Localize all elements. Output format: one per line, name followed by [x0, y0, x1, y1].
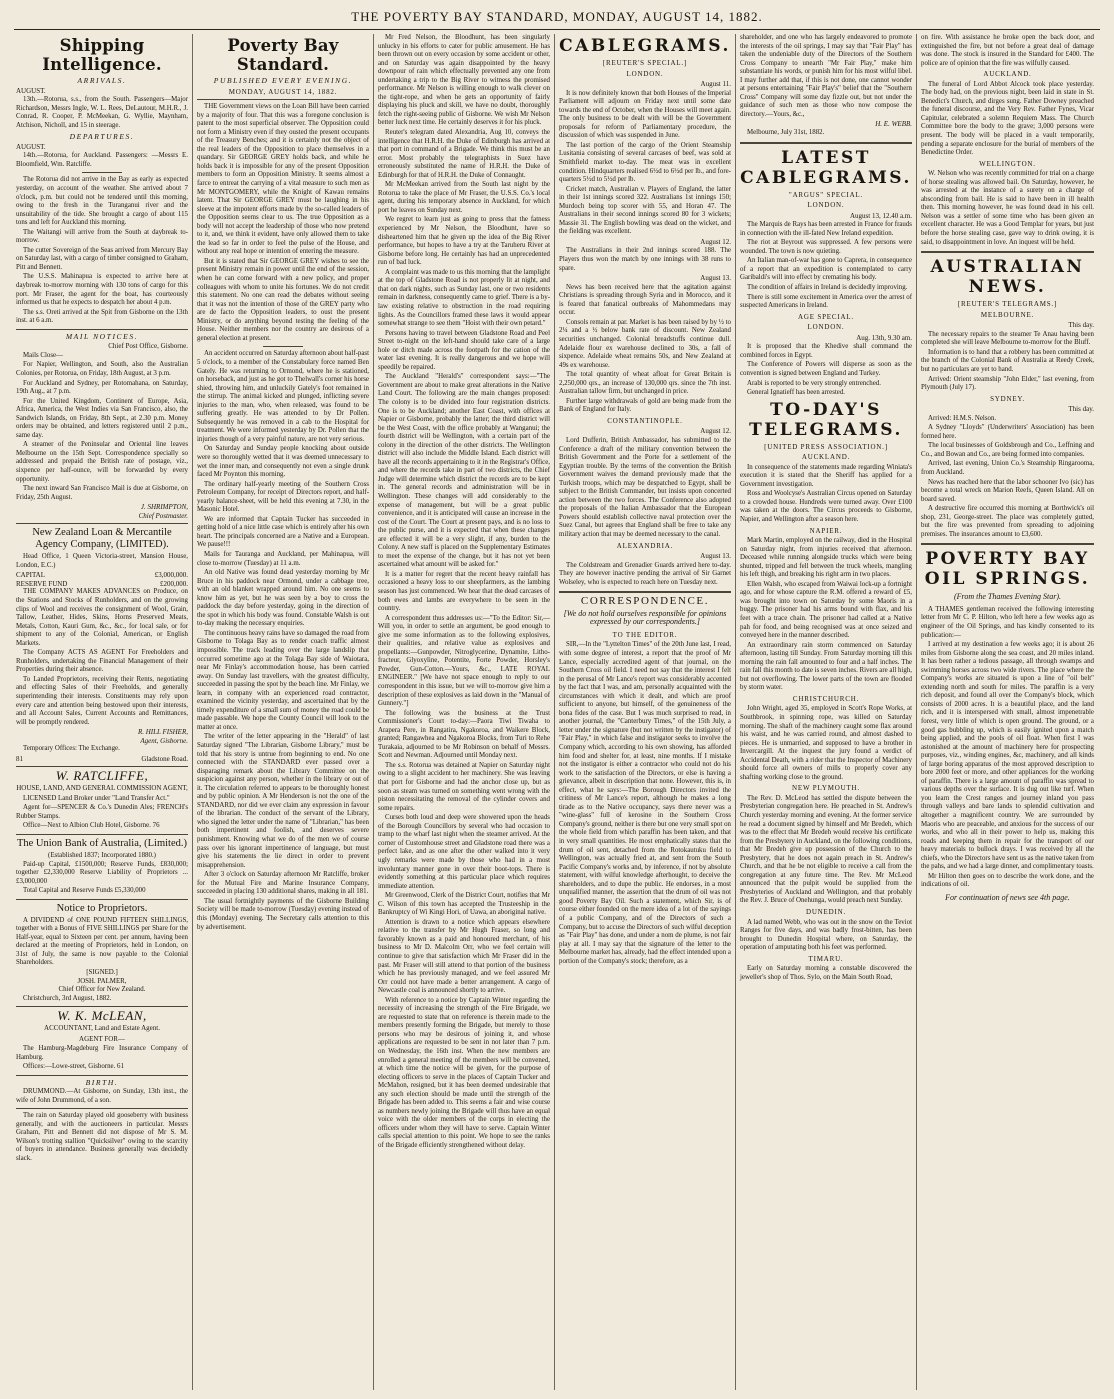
- centered-line: JOSH. PALMER,: [77, 977, 127, 985]
- paragraph: DRUMMOND.—At Gisborne, on Sunday, 13th inst., the wife of John Drummond, of a son.: [16, 1088, 188, 1104]
- column-6: [917, 34, 1098, 1390]
- section-banner: TO-DAY'S TELEGRAMS.: [749, 399, 903, 440]
- paragraph: The writer of the letter appearing in the "Herald" of last Saturday signed "The Librarian, Gisborne Library," must be told that his story is untrue from beginning to end. No one connected with the STANDARD ever passed over a disparaging remark about the Library Committee on the suspicion against any person, whether in the library or out of it. The circulation referred to appears to be thoroughly honest and by public opinion. A Mr Henderson is not the one of the STANDARD, nor did we ever claim any expression in favour of the librarian. The conduct of the servant of the Library, who signed the letter under the name of "Librarian," has been both impertinent and foolish, and deserves severe punishment. Knowing what we do of the men we of course pass over his ignorant impertinence of language, but must give his statements the lie direct in order to prevent misapprehension.: [197, 733, 369, 869]
- editorial-note: [We do not hold ourselves responsible for opinions expressed by our correspondents.]: [563, 608, 727, 627]
- paragraph: Arrived, last evening, Union Co.'s Steamship Ringarooma, from Auckland.: [921, 460, 1094, 476]
- paragraph: A steamer of the Peninsular and Oriental line leaves Melbourne on the 15th Sept. Correspondence specially so addressed and prepaid the British rate of postage, viz., sixpence per half-ounce, will be forwarded by every opportunity.: [16, 441, 188, 483]
- dateline: August 13, 12.40 a.m.: [849, 211, 912, 220]
- paragraph: It is proposed that the Khedive shall command the combined forces in Egypt.: [740, 343, 912, 359]
- column-3: [374, 34, 555, 1390]
- section-banner: AUSTRALIAN NEWS.: [930, 257, 1085, 298]
- divider: [16, 1006, 188, 1007]
- paragraph: The total quantity of wheat afloat for Great Britain is 2,250,000 qrs., an increase of 130,000 qrs. since the 7th inst. Australian tallow firm, but unchanged in price.: [559, 371, 731, 396]
- paragraph: After 3 o'clock on Saturday afternoon Mr Ratcliffe, broker for the Mutual Fire and Marine Insurance Company, succeeded in placing 130 additional shares, making in all 181.: [197, 871, 369, 896]
- centered-line: Chief Officer for New Zealand.: [58, 986, 146, 994]
- continuation-note: For continuation of news see 4th page.: [945, 892, 1070, 902]
- paragraph: An extraordinary rain storm commenced on Saturday afternoon, lasting till Sunday. From Saturday morning till this morning the rain fall amounted to four and a half inches. The rain fall this month to date is seven inches. Rivers are all high, but not overflowing. The lower parts of the town are flooded by storm water.: [740, 641, 912, 692]
- paragraph: THE COMPANY MAKES ADVANCES on Produce, on the Stations and Stocks of Runholders, and on the growing clips of Wool and receives the consignment of Wool, Grain, Tallow, Leather, Hides, Skins, Horns Preserved Meats, Metals, Cotton, Kauri Gum, &c., &c., for local sale, or for shipment to any of the Colonial, American, or English Markets.: [16, 588, 188, 647]
- paragraph: The condition of affairs in Ireland is decidedly improving.: [747, 284, 908, 292]
- section-masthead: Poverty Bay Standard.: [227, 36, 339, 74]
- section-masthead: Shipping Intelligence.: [42, 36, 162, 74]
- paragraph: Total Capital and Reserve Funds £5,330,000: [23, 887, 146, 895]
- paragraph: But it is stated that Sir GEORGE GREY wishes to see the present Ministry remain in power until the end of the session, when he can come forward with a new policy, and proper colleagues with whom to unite his fortunes. We do not credit this statement. No one can read the debates without seeing that it was not the intention of those of the GREY party who are de facto the Opposition leaders, to oust the present Ministry, or do anything beyond testing the feeling of the House. Neither members nor the country are desirous of a general election at present.: [197, 257, 369, 342]
- dateline: August 12.: [700, 237, 731, 246]
- centered-line: [SIGNED.]: [86, 968, 118, 976]
- paragraph: Offices:—Lowe-street, Gisborne. 61: [23, 1063, 124, 1071]
- paragraph: The riot at Beyrout was suppressed. A few persons were wounded. The town is now quieting.: [740, 239, 912, 255]
- paragraph: An old Native was found dead yesterday morning by Mr Bruce in his paddock near Ormond, under a cabbage tree, with an old blanket wrapped around him. No one seems to know him as yet, but he was seen by a boy to cross the paddock the day before yesterday, going in the direction of the spot in which his body was found. Constable Walsh is out to-day making the necessary enquiries.: [197, 569, 369, 628]
- figure-value: Gladstone Road.: [141, 754, 188, 763]
- paragraph: A lad named Webb, who was out in the snow on the Teviot Ranges for five days, and was badly frost-bitten, has been brought to Dunedin Hospital where, on Saturday, the operation of amputating both his feet was performed.: [740, 918, 912, 952]
- advertisement-title: W. RATCLIFFE,: [55, 768, 149, 784]
- paragraph: The Rotorua did not arrive in the Bay as early as expected yesterday, on account of the weather. She arrived about 7 o'clock, p.m. but could not be tendered until this morning, owing to the fresh in the Turanganui river and the unsuitability of the tide. She brought a cargo of about 115 tons and left for Auckland this morning.: [16, 176, 188, 227]
- advertisement-subtitle: HOUSE, LAND, AND GENERAL COMMISSION AGENT,: [16, 784, 188, 793]
- divider: [197, 99, 369, 100]
- paragraph: The s.s. Rotorua was detained at Napier on Saturday night owing to a slight accident to her machinery. She was leaving that port for Gisborne and had the anchor close up, but as soon as steam was turned on something went wrong with the piston necessitating the removal of the cylinder covers and some repairs.: [378, 761, 550, 812]
- divider: [921, 543, 1094, 545]
- dateline-heading: [REUTER'S TELEGRAMS.]: [957, 300, 1058, 309]
- advertisement-subtitle: AGENT FOR—: [79, 1034, 125, 1043]
- paragraph: For the United Kingdom, Continent of Europe, Asia, Africa, America, the West Indies via San Francisco, also, the Sandwich Islands, on Friday, 8th Sept., at 2.30 p.m. Money orders may be obtained, and letters registered until 2 p.m., same day.: [16, 397, 188, 439]
- figure-line: [16, 755, 188, 764]
- divider: [16, 834, 188, 835]
- section-heading: CORRESPONDENCE.: [580, 595, 710, 608]
- section-banner: LATEST CABLEGRAMS.: [740, 147, 912, 188]
- dateline-heading: [UNITED PRESS ASSOCIATION.]: [764, 442, 888, 451]
- paragraph: Arabi is reported to be very strongly entrenched.: [747, 379, 881, 387]
- paragraph: A destructive fire occurred this morning at Borthwick's oil shop, 231, George-street. The place was completely gutted, but the fire was prevented from spreading to adjoining premises. The insurances amount to £3,600.: [921, 505, 1094, 538]
- paragraph: The Hamburg-Magdeburg Fire Insurance Company of Hamburg.: [16, 1044, 188, 1061]
- dateline-heading: AUCKLAND.: [801, 453, 851, 462]
- paragraph: The last portion of the cargo of the Orient Steamship Lusitania consisting of several carcases of beef, was sold at Smithfield market to-day. The meat was in excellent condition. Hindquarters realised 6½d to 6½d per lb., and fore-quarters 5½d to 5½d per lb.: [559, 141, 731, 184]
- masthead: [0, 0, 1114, 30]
- divider: [16, 899, 188, 900]
- section-banner: POVERTY BAY OIL SPRINGS.: [924, 549, 1091, 590]
- divider: [16, 1075, 188, 1076]
- divider: [16, 523, 188, 524]
- dateline-heading: AGE SPECIAL.: [798, 312, 854, 321]
- paragraph: The funeral of Lord Abbot Alcock took place yesterday. The body had, on the previous night, been laid in state in St. Benedict's Church, and dirges sung. Father Downey preached the funeral discourse, and the Very Rev. Father Fynes, Vicar Capitular, celebrated a solemn Requiem Mass. The Church Committee bore the body to the grave; 3,000 persons were present. The body will be placed in a vault temporarily, pending a separate enclosure for the burial of members of the Benedictine Order.: [921, 80, 1094, 157]
- paragraph: Further large withdrawals of gold are being made from the Bank of England for Italy.: [559, 397, 731, 414]
- paragraph: The next inward San Francisco Mail is due at Gisborne, on Friday, 25th August.: [16, 485, 188, 501]
- advertisement-title: The Union Bank of Australia, (Limited.): [16, 837, 187, 849]
- paragraph: Mails for Tauranga and Auckland, per Mahinapua, will close to-morrow (Tuesday) at 11 a.m.: [197, 550, 369, 567]
- paragraph: LICENSED Land Broker under "Land Transfer Act.": [23, 794, 170, 802]
- masthead-text: THE POVERTY BAY STANDARD, MONDAY, AUGUST 14, 1882.: [351, 9, 763, 24]
- signature: R. HILL FISHER,: [137, 728, 188, 737]
- paragraph: We are informed that Captain Tucker has succeeded in getting hold of a nice little case which is entirely after his own heart. The principals concerned are a Native and a European. We pause!!!: [197, 515, 369, 549]
- masthead-rule: [14, 29, 1100, 30]
- paragraph: The usual fortnightly payments of the Gisborne Building Society will be made to-morrow (Tuesday) evening instead of this (Monday) evening. The Secretary calls attention to this by advertisement.: [197, 897, 369, 931]
- paragraph: The necessary repairs to the steamer Te Anau having been completed she will leave Melbourne to-morrow for the Bluff.: [921, 330, 1094, 347]
- paragraph: A complaint was made to us this morning that the lamplight at the top of Gladstone Road is not properly lit at night, and that on dark nights, such as Sunday last, one or two residents remain in darkness, consequently came to grief. There is a by-law existing relative to obstruction in the road requiring lights. As the Councillors framed these laws it would appear somewhat strange to see them "Hoist with their own petard.": [378, 268, 550, 328]
- paragraph: SIR,—In the "Lyttelton Times" of the 20th June last, I read, with some degree of interest, a report that the proof of Mr Lance, especially accredited agent of that journal, on the Southern Cross oil field. I need not say that the interest I felt in the perusal of Mr Lance's report was considerably accented by the fact that I was, and am, personally acquainted with the circumstances with which it dealt, and which are proof sufficient to anyone, but himself, of the genuineness of the bona fides of the case. But I was much surprised to read, in another journal, the "Canterbury Times," of the 15th July, a letter under the signature (but not written by the instigator) of "Fair Play," in which false and instigator seeks to involve the Company which, according to his own showing, has afforded him food and shelter for, at least, nine months. If I mistake not the instigator is either a contractor who could not do his work to the satisfaction of the Directors, or else is having a grievance, albeit in description that none. However, this is, in effect, what he says:—The Borough Directors invited the critiness of Mr Lance's report, although he makes a long tirade as to the Native occupancy, says there never was a "wine-glass" full of kerosine in the Southern Cross Company's ground, neither is there but one very small spot on the whole field from which paraffin has been taken, and that in very small quantities. He most emphatically states that the drum of oil sent, detached from the Rotokautuku field to Wellington, was actually fried at, and sent from the South Pacific Company's works and, by inference, if not by absolute statement, with wilful knowledge afterhought, to deceive the shareholders, and to dupe the public. He endorses, in a most unqualified manner, the assertion that the drum of oil was not good Poverty Bay Oil. Such a statement, which Sir, is of course either founded on the mere idea of a lot of the sayings of a public Company, and of the Directors of such a Company, but to accuse the Directors of such wilful deception as "Fair Play" has done, and under a nom de plume, is not fair play at all. I may say that the signature of the letter to the Melbourne market has, already, had the effect intended upon a portion of the Company's stock; therefore, as a: [559, 641, 731, 965]
- paragraph: Attention is drawn to a notice which appears elsewhere relative to the transfer by Mr Hugh Fraser, so long and favorably known as a paid and honoured merchant, of his business to Mr D. Malcolm Orr, who we feel certain will continue to give that satisfaction which Mr Fraser did in the past. Mr Fraser will still attend to that portion of the business which he has previously managed, and we feel assured Mr Orr could not have made a better arrangement. A cargo of Newcastle coal is announced shortly to arrive.: [378, 918, 550, 995]
- figure-label: RESERVE FUND: [16, 579, 68, 588]
- paragraph: Lord Dufferin, British Ambassador, has submitted to the Conference a draft of the military convention between the British Government and the Porte for a settlement of the Egyptian trouble. By the terms of the convention the British Government waives the demand previously made that the Turkish troops, which may be despatched to Egypt, shall be subject to the British Commander, but insists upon concerted action between the two forces. The Conference also adopted the proposals of the Italian Ambassador that the European Powers should establish collective naval protection over the Suez Canal, but agrees that England shall be free to take any military action that may be deemed necessary to the canal.: [559, 436, 731, 538]
- paragraph: I arrived at my destination a few weeks ago; it is about 26 miles from Gisborne along the sea coast, and 20 miles inland. It has been rather a tedious passage, all through swamps and swimming horses across two wide rivers. The place where the Company's works are situated is upon a line of "oil belt" extending north and south for miles. The paraffin is a very rich deposit, and found all over the Company's block, which consists of 2000 acres. It is a beautiful place, and the land rich, and it is interspersed with small, almost impenetrable forest, very little of which is open ground. The ground, or a good gas bubbling up, which is easily ignited upon a match being applied, and the pools of oil float. When first I was astonished at the amount of machinery here for prospecting purposes, viz., winding engines, &c, machinery, and all kinds of large boring apparatus of the most approved description to bore 2000 feet or more, and other appliances for the working of paraffin. There is a large amount of paraffin was spread to various depths over the surface. It is dug out like turf. When you learn the Crest ranges and journey inland you pass through valleys and bare lands to splendid cultivation and altogether a magnificent country. We are surrounded by Maoris who are peaceable, and anxious for the success of our works, and who all in their power to help us, making this roads and keeping them in repair for the transport of our heavy materials to bullock drays. I was received by all the chiefs, who the Directors have sent us as the native taken from the pahs, and we had a large dinner, and complimentary toasts.: [921, 641, 1094, 871]
- paragraph: shareholder, and one who has largely endeavored to promote the interests of the oil springs, I may say that "Fair Play" has taken the undeniable duty of the Directors of the Southern Cross Company to unearth "Mr Fair Play," make him substantiate his words, or punish him for his most wilful libel. I may further add that, if this is not done, one cannot wonder at persons entertaining "Fair Play's" belief that the "Southern Cross" Company will some day fizzle out, but not under the guidance of such men as those who now compose the directory.—Yours, &c.,: [740, 34, 912, 118]
- paragraph: Temporary Offices: The Exchange.: [23, 745, 120, 753]
- paragraph: Office—Next to Albion Club Hotel, Gisborne. 76: [23, 822, 160, 830]
- paragraph: Ross and Woolcyse's Australian Circus opened on Saturday to a crowded house. Hundreds were turned away. Over £100 was taken at the doors. The Circus proceeds to Gisborne, Napier, and Wellington after a season here.: [740, 490, 912, 523]
- dateline: August 12.: [700, 427, 731, 436]
- paragraph: The cutter Sovereign of the Seas arrived from Mercury Bay on Saturday last, with a cargo of timber consigned to Graham, Pitt and Bennett.: [16, 246, 188, 271]
- dateline: August 13.: [700, 552, 731, 561]
- subheading: MAIL NOTICES.: [65, 331, 139, 341]
- figure-line: [16, 571, 188, 580]
- paragraph: A DIVIDEND of ONE POUND FIFTEEN SHILLINGS, together with a Bonus of FIVE SHILLINGS per Share for the Half-year, equal to Sixteen per cent. per annum, having been declared at the meeting of Proprietors, held in London, on 31st of July, the same is now payable to the Colonial Shareholders.: [16, 916, 188, 967]
- paragraph: For Auckland and Sydney, per Rotomahana, on Saturday, 19th Aug., at 7 p.m.: [16, 379, 188, 396]
- paragraph: The local businesses of Goldsbrough and Co., Leffning and Co., and Bowan and Co., are being formed into companies.: [921, 442, 1094, 458]
- divider: [16, 766, 188, 767]
- signature: J. SHRIMPTON,: [140, 503, 188, 512]
- dateline-heading: AUCKLAND.: [983, 70, 1032, 79]
- paragraph: The rain on Saturday played old gooseberry with business generally, and with the auctioneers in particular. Messrs Graham, Pitt and Bennett did not dispose of Mr S. M. Wilson's trotting stallion "Quicksilver" owing to the scarcity of buyers in attendance. Business generally was decidedly slack.: [16, 1112, 188, 1162]
- advertisement-title: New Zealand Loan & Mercantile Agency Company, (LIMITED).: [32, 527, 172, 551]
- paragraph: General Ignatieff has been arrested.: [747, 389, 846, 397]
- paragraph: With reference to a notice by Captain Winter regarding the necessity of increasing the strength of the Fire Brigade, we are requested to state that on reference is therein made to the members presently forming the Brigade, but merely to those persons who may be desirous of joining it, and whose applications are requested to be sent in not later than 7 p.m. on Wednesday, the 16th inst. When the new members are enrolled a general meeting of the members will be convened, at which time the notice will be given, for the purpose of electing officers to serve in the places of Captain Tucker and McMahon, resigned, but it has been deemed undesirable that any such election should be made until the strength of the Brigade has been added to. This seems a fair and wise course as numbers newly joining the Brigade will thus have an equal voice with the older members of the corps in electing the officers under whom they will have to serve. Captain Winter calls special attention to this point. We hope to see the ranks of the Brigade efficiently strengthened without delay.: [378, 996, 550, 1149]
- divider: [921, 251, 1094, 253]
- paragraph: The s.s. Oreti arrived at the Spit from Gisborne on the 13th inst. at 6 a.m.: [16, 308, 188, 325]
- divider: [263, 346, 303, 347]
- figure-label: 81: [16, 754, 23, 763]
- paragraph: Mr McMeekan arrived from the South last night by the Rotorua to take the place of Mr Fraser, the U.S.S. Co.'s local agent, during his temporary absence in Auckland, for which port he leaves on Sunday next.: [378, 181, 550, 214]
- paragraph: Curses both loud and deep were showered upon the heads of the Borough Councillors by several who had occasion to tramp to the wharf last night when the steamer arrived. At the corner of Customhouse street and Gladstone road there was a perfect lake, and as one after the other walked into it very ugly remarks were made by those who had in a most involuntary manner gone in over their boot-tops. There is evidently something at this particular place which requires immediate attention.: [378, 814, 550, 890]
- dateline-heading: NEW PLYMOUTH.: [792, 784, 860, 793]
- paragraph: Mr Greenwood, Clerk of the District Court, notifies that Mr C. Wilson of this town has accepted the Trusteeship in the Bankruptcy of Wi Kingi Hori, of Uawa, an aboriginal native.: [378, 892, 550, 917]
- paragraph: In consequence of the statements made regarding Winiata's execution it is stated that the Sheriff has applied for a Government investigation.: [740, 463, 912, 488]
- paragraph: News has reached here that the labor schooner Ivo (sic) has become a total wreck on Marion Reefs, Queen Island. All on board saved.: [921, 478, 1094, 503]
- paragraph: There is still some excitement in America over the arrest of suspected Americans in Ireland.: [740, 293, 912, 310]
- centered-line: (Established 1837; Incorporated 1880.): [48, 851, 156, 859]
- paragraph: Early on Saturday morning a constable discovered the jeweller's shop of Thos. Sylo, on the Main South Road,: [740, 965, 912, 981]
- figure-value: £3,000,000.: [154, 571, 188, 580]
- paragraph: Ellen Walsh, who escaped from Waiwai lock-up a fortnight ago, and for whose capture the R.M. offered a reward of £5, was brought into town on Saturday by some Maoris in a buggy. The prisoner had his arms bound with flax, and his feet with a trace chain. The prisoner had called at a Native pah for food, and being recognised was at once seized and conveyed here in the manner described.: [740, 580, 912, 640]
- column-4: [555, 34, 736, 1390]
- paragraph: The Waitangi will arrive from the South at daybreak to-morrow.: [16, 228, 188, 245]
- dateline-heading: LONDON.: [626, 69, 664, 78]
- paragraph: It is a matter for regret that the recent heavy rainfall has occasioned a heavy loss to our sheepfarmers, as the lambing season has just commenced. We hear that the dead carcases of both ewes and lambs are everywhere to be seen in the country.: [378, 570, 550, 613]
- divider: [559, 591, 731, 593]
- paragraph: The Australians in their 2nd innings scored 188. The Players thus won the match by one innings with 38 runs to spare.: [559, 247, 731, 272]
- paragraph: Agent for—SPENCER & Co.'s Dunedin Ales; FRENCH's Rubber Stamps.: [16, 804, 188, 820]
- paragraph: An Italian man-of-war has gone to Caprera, in consequence of a report that an expedition is contemplated to carry Garibaldi's will into effect by cremating his body.: [740, 257, 912, 282]
- dateline-heading: CHRISTCHURCH.: [792, 694, 860, 703]
- paragraph: Mr Hilton then goes on to describe the work done, and the indications of oil.: [921, 872, 1094, 889]
- advertisement-subtitle: ACCOUNTANT, Land and Estate Agent.: [44, 1024, 160, 1033]
- paragraph: The Company ACTS AS AGENT For Freeholders and Runholders, undertaking the Financial Management of their Properties during their absence.: [16, 649, 188, 674]
- dateline-heading: WELLINGTON.: [979, 159, 1036, 168]
- dateline-heading: MELBOURNE.: [980, 310, 1035, 319]
- dateline-heading: CONSTANTINOPLE.: [607, 416, 683, 425]
- paragraph: For Napier, Wellington, and South, also the Australian Colonies, per Rotorua, on Friday, 18th August, at 3 p.m.: [16, 361, 188, 377]
- dateline-heading: TO THE EDITOR.: [612, 630, 678, 639]
- subheading: PUBLISHED EVERY EVENING.: [213, 76, 353, 85]
- divider: [16, 1108, 188, 1109]
- dateline-heading: LONDON.: [807, 201, 845, 210]
- paragraph: John Wright, aged 35, employed in Scott's Rope Works, at Southbrook, in spinning rope, was killed on Saturday morning. The shaft of the machinery caught some flax around his waist, and he was carried round, and almost dashed to pieces. He is unmarried, and supposed to have a brother in Invercargill. At the inquest the jury found a verdict of Accidental Death, with a rider that the Inspector of Machinery should force all owners of mills to properly cover any shafting working close to the ground.: [740, 705, 912, 781]
- dateline-heading: NAPIER.: [809, 526, 843, 535]
- dateline-heading: [REUTER'S SPECIAL.]: [602, 59, 688, 67]
- dateline: AUGUST.: [16, 86, 46, 95]
- issue-date: MONDAY, AUGUST 14, 1882.: [228, 87, 338, 96]
- dateline-heading: LONDON.: [807, 323, 845, 332]
- dateline: This day.: [1068, 321, 1094, 330]
- paragraph: Arrived: H.M.S. Nelson.: [928, 414, 997, 422]
- column-5: [736, 34, 917, 1390]
- dateline-heading: ALEXANDRIA.: [616, 541, 674, 550]
- paragraph: Mark Martin, employed on the railway, died in the Hospital on Saturday night, from injuries received that afternoon. Deceased while running alongside trucks which were being shunted, tripped and fell between the truck wheels, mangling his left thigh, and breaking his right arm in two places.: [740, 537, 912, 579]
- paragraph: To Landed Proprietors, receiving their Rents, negotiating and effecting Sales of their Freeholds, and generally superintending their interests. Constituents may rely upon every care and attention being bestowed upon their interests, and all Account Sales, Current Accounts and Remittances, will be promptly rendered.: [16, 675, 188, 726]
- dateline: August 13.: [700, 274, 731, 283]
- paragraph: Consols remain at par. Market is has been raised by by ½ to 2¼ and a ½ below bank rate of discount. New Zealand securities unchanged. Colonial breadstuffs continue dull. Adelaide flour ex warehouse declined to 30s, a fall of sixpence. Adelaide wheat remains 50s, and New Zealand at 49s ex warehouse.: [559, 318, 731, 369]
- dateline-heading: TIMARU.: [808, 954, 844, 963]
- column-1: [12, 34, 193, 1390]
- paragraph: 14th.—Rotorua, for Auckland. Passengers: —Messrs E. Bloomfield, Wm. Ratcliffe.: [16, 152, 188, 168]
- dateline-heading: SYDNEY.: [990, 394, 1025, 403]
- subheading: ARRIVALS.: [77, 76, 127, 85]
- signature: Agent, Gisborne.: [140, 736, 188, 745]
- paragraph: Reuter's telegram dated Alexandria, Aug 10, conveys the intelligence that H.R.H. the Duke of Edinburgh has arrived at that port in command of a Brigade. We think this must be an error. Most probably the telegraphists in Suez have erroneously substituted the name of H.R.H. the Duke of Edinburgh for that of H.R.H. the Duke of Connaught.: [378, 129, 550, 179]
- paragraph: Mr Fred Nelson, the Bloodhunt, has been singularly unlucky in his efforts to cater for public amusement. He has been thrown out on every occasion by some accident or other, and on Saturday was again disappointed by the heavy downpour of rain which effectually prevented any one from undertaking a trip to the Big River to witness the promised performance. Mr Nelson is willing enough to walk clever on the tight-rope, and when he gets an opportunity of fairly displaying his pluck and skill, we have no doubt, thoroughly fetch the right-seeing public of Gisborne. We wish Mr Nelson better luck next time. He certainly deserves it for his pluck.: [378, 34, 550, 127]
- subheading: DEPARTURES.: [69, 132, 135, 142]
- paragraph: Persons having to travel between Gladstone Road and Peel Street to-night on the left-hand should take care of a large hole or ditch made across the footpath for the cation of the water last evening. It is really dangerous and we hope will speedily be repaired.: [378, 329, 550, 371]
- paragraph: The Rev. D. McLeod has settled the dispute between the Presbyterian congregation here. He preached in St. Andrew's Church yesterday morning and evening. At the former service he read a document signed by himself and Mr Bredeh, which was to the effect that Mr Bredeh would receive his certificate from the Presbytery in Auckland, on the following conditions, that Mr Bredeh give up possession of the Church to the Presbytery, that he does not again preach in St. Andrew's Church, and that he be not eligible to receive a call from the congregation at any future time. The Rev. Mr McLeod announced that the pulpit would be supplied from the Presbyteries of Auckland and Wellington, and that probably the Rev. J. Bruce of Onehunga, would preach next Sunday.: [740, 794, 912, 905]
- dateline-heading: DUNEDIN.: [805, 908, 847, 917]
- divider: [16, 329, 188, 330]
- paragraph: 13th.—Rotorua, s.s., from the South. Passengers—Major Richardson, Messrs Ingle, W. L. Rees, DeLautour, M.H.R., J. Conrad, R. Cooper, P. McMeekan, G. Wyllie, Maynham, Atchison, Nicholl, and 15 in steerage.: [16, 96, 188, 129]
- paragraph: THE Government views on the Loan Bill have been carried by a majority of four. That this was a foregone conclusion is patent to the most superficial observer. The Opposition could not form a Ministry even if they ousted the present occupants of the Treasury Benches; and it is certainly not the object of the real leaders of the Opposition to place themselves in a quandary. Sir GEORGE GREY holds back, and while he holds back it is impossible for any of the present Opposition members to form an Opposition Ministry. It seems almost a farce to entreat the carrying of a vital measure to such men as Mr MONTGOMERY, while the Knight of Kawau remains latent. That Sir GEORGE GREY must be laughing in his sleeve at the impotent efforts made by the so-called leaders of the Opposition seems clear to us. The true Opposition as a body will not accept the leadership of those who now pretend to it, and, we think it evident, have only allowed them to take the lead so far in order to feel the pulse of the House, and without any real hope or intention of entering the measure.: [197, 103, 369, 256]
- paragraph: The Conference of Powers will disperse as soon as the convention is signed between England and Turkey.: [740, 361, 912, 377]
- paragraph: We regret to learn just as going to press that the fatness experienced by Mr Nelson, the Bloodhunt, have so disheartened him that he given up the idea of the Big River performance, but hopes to have a try at the Taruheru River at Gisborne before long. He certainly has had an unprecedented run of bad luck.: [378, 216, 550, 267]
- dateline: Aug. 13th, 9.30 am.: [856, 333, 912, 342]
- dateline: AUGUST.: [16, 142, 46, 151]
- paragraph: Paid-up Capital, £1500,000; Reserve Funds, £830,000; together £2,330,000 Reserve Liability of Proprietors ... £3,000,000: [16, 860, 188, 885]
- figure-label: CAPITAL: [16, 571, 45, 580]
- paragraph: The Marquis de Rays has been arrested in France for frauds in connection with the ill-fated New Ireland expedition.: [740, 221, 912, 237]
- dateline-heading: "ARGUS" SPECIAL.: [788, 190, 864, 199]
- paragraph: News has been received here that the agitation against Christians is spreading through Syria and in Morocco, and it is feared that fanatical outbreaks of Mahommedans may occur.: [559, 283, 731, 317]
- paragraph: A Sydney "Lloyds" (Underwriters' Association) has been formed here.: [921, 424, 1094, 440]
- paragraph: Melbourne, July 31st, 1882.: [747, 129, 825, 137]
- dateline: This day.: [1068, 405, 1094, 414]
- paragraph: An accident occurred on Saturday afternoon about half-past 5 o'clock, to a member of the Constabulary force named Ben Gately. He was returning to Ormond, where he is stationed, on horseback, and just as he got to Thelwall's corner his horse shied, throwing him, and unluckily Gately's foot remained in the stirrup. The animal kicked and plunged, inflicting severe injuries to the man, who, when released, was found to be suffering greatly. He was attended to by Dr Pollen. Subsequently he was removed in a cab to the Hospital for treatment. We were informed yesterday by Dr. Pollen that the injuries though of a very painful nature, are not very serious.: [197, 350, 369, 443]
- signature: H. E. WEBB.: [875, 120, 912, 129]
- dateline: Chief Post Office, Gisborne.: [108, 342, 188, 351]
- divider: [82, 172, 122, 173]
- paragraph: The following was the business at the Trust Commissioner's Court to-day:—Paora Tiwi Tiwaha to Arapera Pere, in Rangatira, Ngakoroa, and Waikere Block, granted; Rangawhea and Ngakoroa Blocks, from Turi to Rehe Turakaia, adjourned to be Mr Robinson on behalf of Messrs. Scott and Newman. Adjourned until Monday next.: [378, 709, 550, 760]
- advertisement-title: W. K. McLEAN,: [57, 1008, 147, 1024]
- paragraph: A THAMES gentleman received the following interesting letter from Mr C. P. Hilton, who left here a few weeks ago as engineer of the Oil Springs, and has kindly consented to its publication:—: [921, 605, 1094, 639]
- paragraph: The ordinary half-yearly meeting of the Southern Cross Petroleum Company, for receipt of Directors report, and half-yearly balance-sheet, will be held this evening at 7.30, in the Masonic Hotel.: [197, 480, 369, 514]
- paragraph: Head Office, 1 Queen Victoria-street, Mansion House, London, E.C.): [16, 553, 188, 569]
- paragraph: The continuous heavy rains have so damaged the road from Gisborne to Tolaga Bay as to render coach traffic almost impossible. The track leading over the large landslip that occurred sometime ago at the Tolaga Bay side of Waiotara, near Mr Finlay's accommodation house, has been carried away. On Sunday last travellers, with the greatest difficulty, succeeded in passing the spot by the beach line. Mr Finlay, we learn, in company with an experienced road contractor, examined the vicinity yesterday, and ascertained that by the timely expenditure of a small sum of money the road could be made passable. We hope the County Council will look to the matter at once.: [197, 629, 369, 731]
- paragraph: A correspondent thus addresses us:—"To the Editor: Sir,—Will you, in order to settle an argument, be good enough to give me some information as to the following explosives, their qualities, and relative value as explosives and propellants:—Gunpowder, Nitroglycerine, Dynamite, Litho-fracteur, Glyoxyline, Potentite, Forte Powder, Horsley's Powder, Gun-Cotton.—Yours, &c., LATE ROYAL ENGINEER." [We have not space enough to reply to our correspondent in this issue, but we will to-morrow give him a description of these explosives as laid down in the "Manual of Gunnery."]: [378, 614, 550, 708]
- paragraph: on fire. With assistance he broke open the back door, and extinguished the fire, but not before a great deal of damage was done. The stock is insured in the Standard for £400. The police are of opinion that the fire was wilfully caused.: [921, 34, 1094, 67]
- paragraph: On Saturday and Sunday people knocking about outside were so thoroughly wetted that it was deemed unnecessary to wet the inner man, and consequently not even a single drunk faced Mr Poynton this morning.: [197, 445, 369, 479]
- subheading: BIRTH.: [85, 1077, 119, 1087]
- paragraph: The U.S.S. Mahinapua is expected to arrive here at daybreak to-morrow morning with 130 tons of cargo for this port. Mr Fraser, the agent for the boat, has courteously informed us that he expects to despatch her about 4 p.m.: [16, 273, 188, 307]
- paragraph: The Coldstream and Grenadier Guards arrived here to-day. They are however inactive pending the arrival of Sir Garnet Wolseley, who is expected to reach here on Tuesday next.: [559, 561, 731, 586]
- divider: [740, 142, 912, 144]
- paragraph: Cricket match, Australian v. Players of England, the latter in their 1st innings scored 322. Australians 1st innings 150; Murdoch being top scorer with 55, and Horan 47. The Australians in their second innings scored 80 for 3 wickets; Massie 31. The English bowling was dead on the wicket, and the fielding was excellent.: [559, 185, 731, 236]
- signature: Chief Postmaster.: [138, 511, 188, 520]
- section-banner: CABLEGRAMS.: [559, 36, 731, 56]
- advertisement-title: Notice to Proprietors.: [56, 902, 148, 914]
- figure-value: £200,000.: [160, 579, 188, 588]
- column-2: [193, 34, 374, 1390]
- paragraph: It is now definitely known that both Houses of the Imperial Parliament will adjourn on Friday next until some date towards the end of October, when the Houses will meet again. The only business to be dealt with will be the Government proposals for reform of Parliamentary procedure, the discussion of which was suspended in June.: [559, 89, 731, 140]
- editorial-note: (From the Thames Evening Star).: [953, 592, 1062, 602]
- paragraph: Arrived: Orient steamship "John Elder," last evening, from Plymouth (July 17).: [921, 375, 1094, 392]
- newspaper-columns: [12, 34, 1102, 1390]
- paragraph: The Auckland "Herald's" correspondent says:—"The Government are about to make great alterations in the Native Land Court. The following are the main changes proposed: The colony is to be divided into four registration districts. One is to be Auckland; another East Coast, with offices at Napier or Gisborne, probably the latter; the third district will be the West Coast, with the office probably at Wanganui; the fourth district will be Wellington, with a certain part of the colony in the direction of the other districts. The Wellington district will also include the Middle Island. Each district will have all the records appertaining to it in the Registrar's Office, and where the records take in part of two districts, the Chief Judge will determine which district the records are to be kept in. The general records and administration will be in Wellington. These changes will add considerably to the expense of management, but will be a great public convenience, and it is anticipated will cause an increase in the cost of the Court. The Court at present pays, and is no loss to the public purse, and it is expected that when these changes are effected it will be a very slight, if any, burden to the Colony. A new staff is placed on the Supplementary Estimates to meet the expense of the change, but it has not yet been ascertained what amount will be asked for.": [378, 373, 550, 569]
- dateline: August 11.: [700, 80, 731, 89]
- figure-line: [16, 580, 188, 589]
- paragraph: W. Nelson who was recently committed for trial on a charge of horse stealing was allowed bail. On Saturday, however, he was arrested at the instance of a surety on a charge of absconding from bail. He is said to have been in ill health then. This morning however, he was found dead in his cell. Nelson was a settler of some time who has been given an excellent character. He was a Good Templar for years, but just before the horse stealing case, gave way to drink owing, it is said, to disappointment in love. An inquest will be held.: [921, 170, 1094, 246]
- paragraph: Information is to hand that a robbery has been committed at the branch of the Colonial Bank of Australia at Reedy Creek, but no particulars are yet to hand.: [921, 348, 1094, 373]
- paragraph: Mails Close—: [23, 351, 64, 359]
- paragraph: Christchurch, 3rd August, 1882.: [23, 994, 112, 1002]
